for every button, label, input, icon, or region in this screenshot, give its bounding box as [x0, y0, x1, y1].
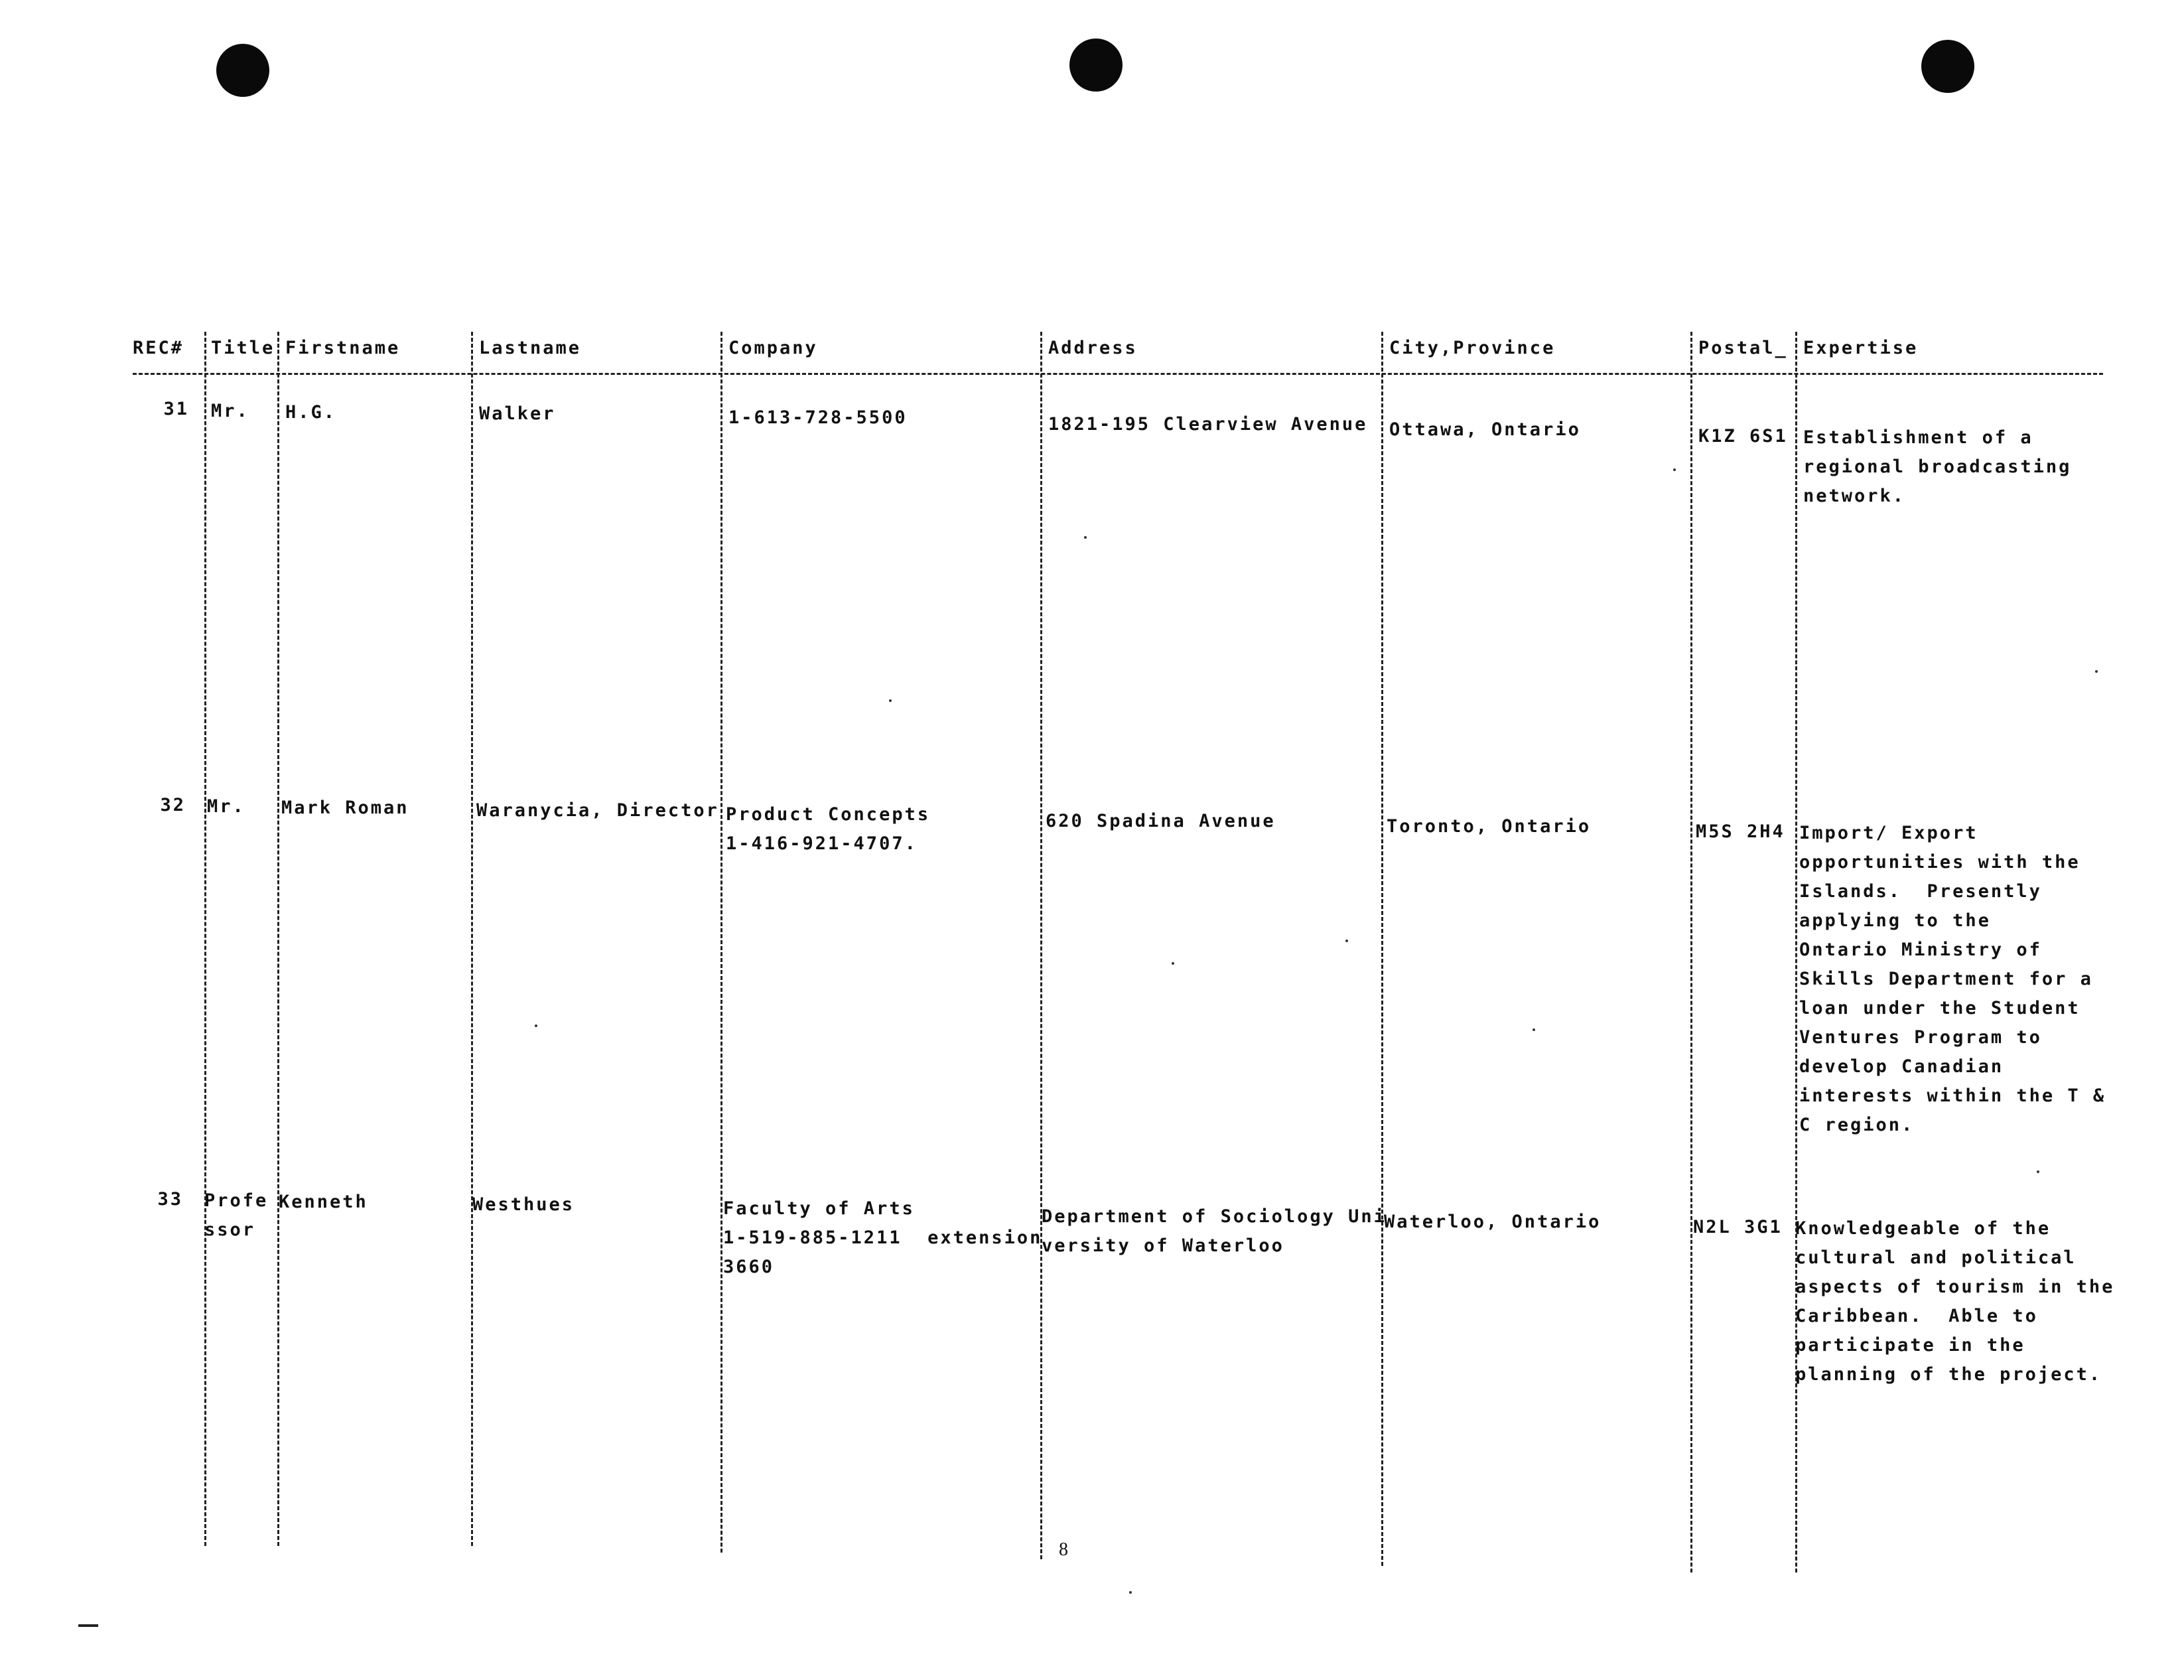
header-lastname: Lastname [479, 338, 582, 358]
record-title: Profe ssor [204, 1190, 269, 1240]
header-rec: REC# [133, 338, 184, 358]
record-lastname: Westhues [472, 1194, 575, 1215]
record-company: Faculty of Arts 1-519-885-1211 extension 3660 [723, 1198, 1043, 1277]
record-lastname: Walker [479, 403, 556, 424]
header-expertise: Expertise [1803, 338, 1919, 358]
column-divider [1381, 332, 1383, 1566]
scan-speck [1533, 1028, 1535, 1031]
header-company: Company [728, 338, 818, 358]
record-postal: K1Z 6S1 [1698, 426, 1788, 447]
header-title: Title [211, 338, 275, 358]
record-city: Waterloo, Ontario [1384, 1212, 1602, 1232]
scan-speck [2095, 670, 2098, 673]
scan-speck [1172, 962, 1174, 965]
record-city: Toronto, Ontario [1387, 816, 1592, 837]
scan-speck [1084, 536, 1087, 539]
column-divider [720, 332, 722, 1553]
record-title: Mr. [211, 401, 249, 421]
scan-mark [78, 1624, 98, 1627]
record-title: Mr. [207, 796, 245, 817]
scan-speck [1129, 1591, 1132, 1594]
record-firstname: Mark Roman [281, 798, 409, 818]
page-number: 8 [1059, 1539, 1068, 1560]
header-separator [133, 373, 2103, 375]
binder-hole-center [1069, 38, 1123, 92]
column-divider [277, 332, 279, 1546]
column-divider [1690, 332, 1692, 1573]
scan-speck [2037, 1170, 2039, 1173]
scan-speck [535, 1024, 537, 1027]
binder-hole-left [216, 44, 269, 97]
record-address: 1821-195 Clearview Avenue [1048, 414, 1368, 435]
record-company: 1-613-728-5500 [728, 407, 908, 428]
scan-speck [1673, 468, 1676, 471]
record-postal: N2L 3G1 [1693, 1217, 1783, 1237]
record-number: 31 [163, 399, 189, 419]
header-firstname: Firstname [285, 338, 401, 358]
record-number: 33 [157, 1189, 183, 1210]
record-address: Department of Sociology Uni versity of Waterloo [1042, 1206, 1387, 1256]
record-city: Ottawa, Ontario [1389, 419, 1581, 440]
column-divider [471, 332, 473, 1546]
record-postal: M5S 2H4 [1696, 821, 1785, 842]
record-expertise: Knowledgeable of the cultural and political aspects of tourism in the Caribbean. Able to participate in the planning of the project. [1795, 1218, 2115, 1385]
scan-speck [889, 699, 892, 702]
record-firstname: Kenneth [279, 1192, 368, 1212]
binder-hole-right [1921, 40, 1974, 93]
record-expertise: Establishment of a regional broadcasting network. [1803, 427, 2072, 506]
column-divider [204, 332, 206, 1546]
record-number: 32 [160, 795, 186, 815]
record-address: 620 Spadina Avenue [1046, 811, 1276, 831]
column-divider [1040, 332, 1042, 1559]
record-lastname: Waranycia, Director [476, 800, 719, 821]
record-company: Product Concepts 1-416-921-4707. [726, 804, 931, 854]
record-firstname: H.G. [285, 402, 337, 423]
record-expertise: Import/ Export opportunities with the Islands. Presently applying to the Ontario Ministry of Skills Department for a loan under the Student Ventures Program to develop Canadian interests within the T & C region. [1799, 823, 2106, 1135]
header-city: City,Province [1389, 338, 1556, 358]
header-address: Address [1048, 338, 1138, 358]
header-postal: Postal_ [1698, 338, 1788, 358]
scan-speck [1345, 940, 1348, 942]
